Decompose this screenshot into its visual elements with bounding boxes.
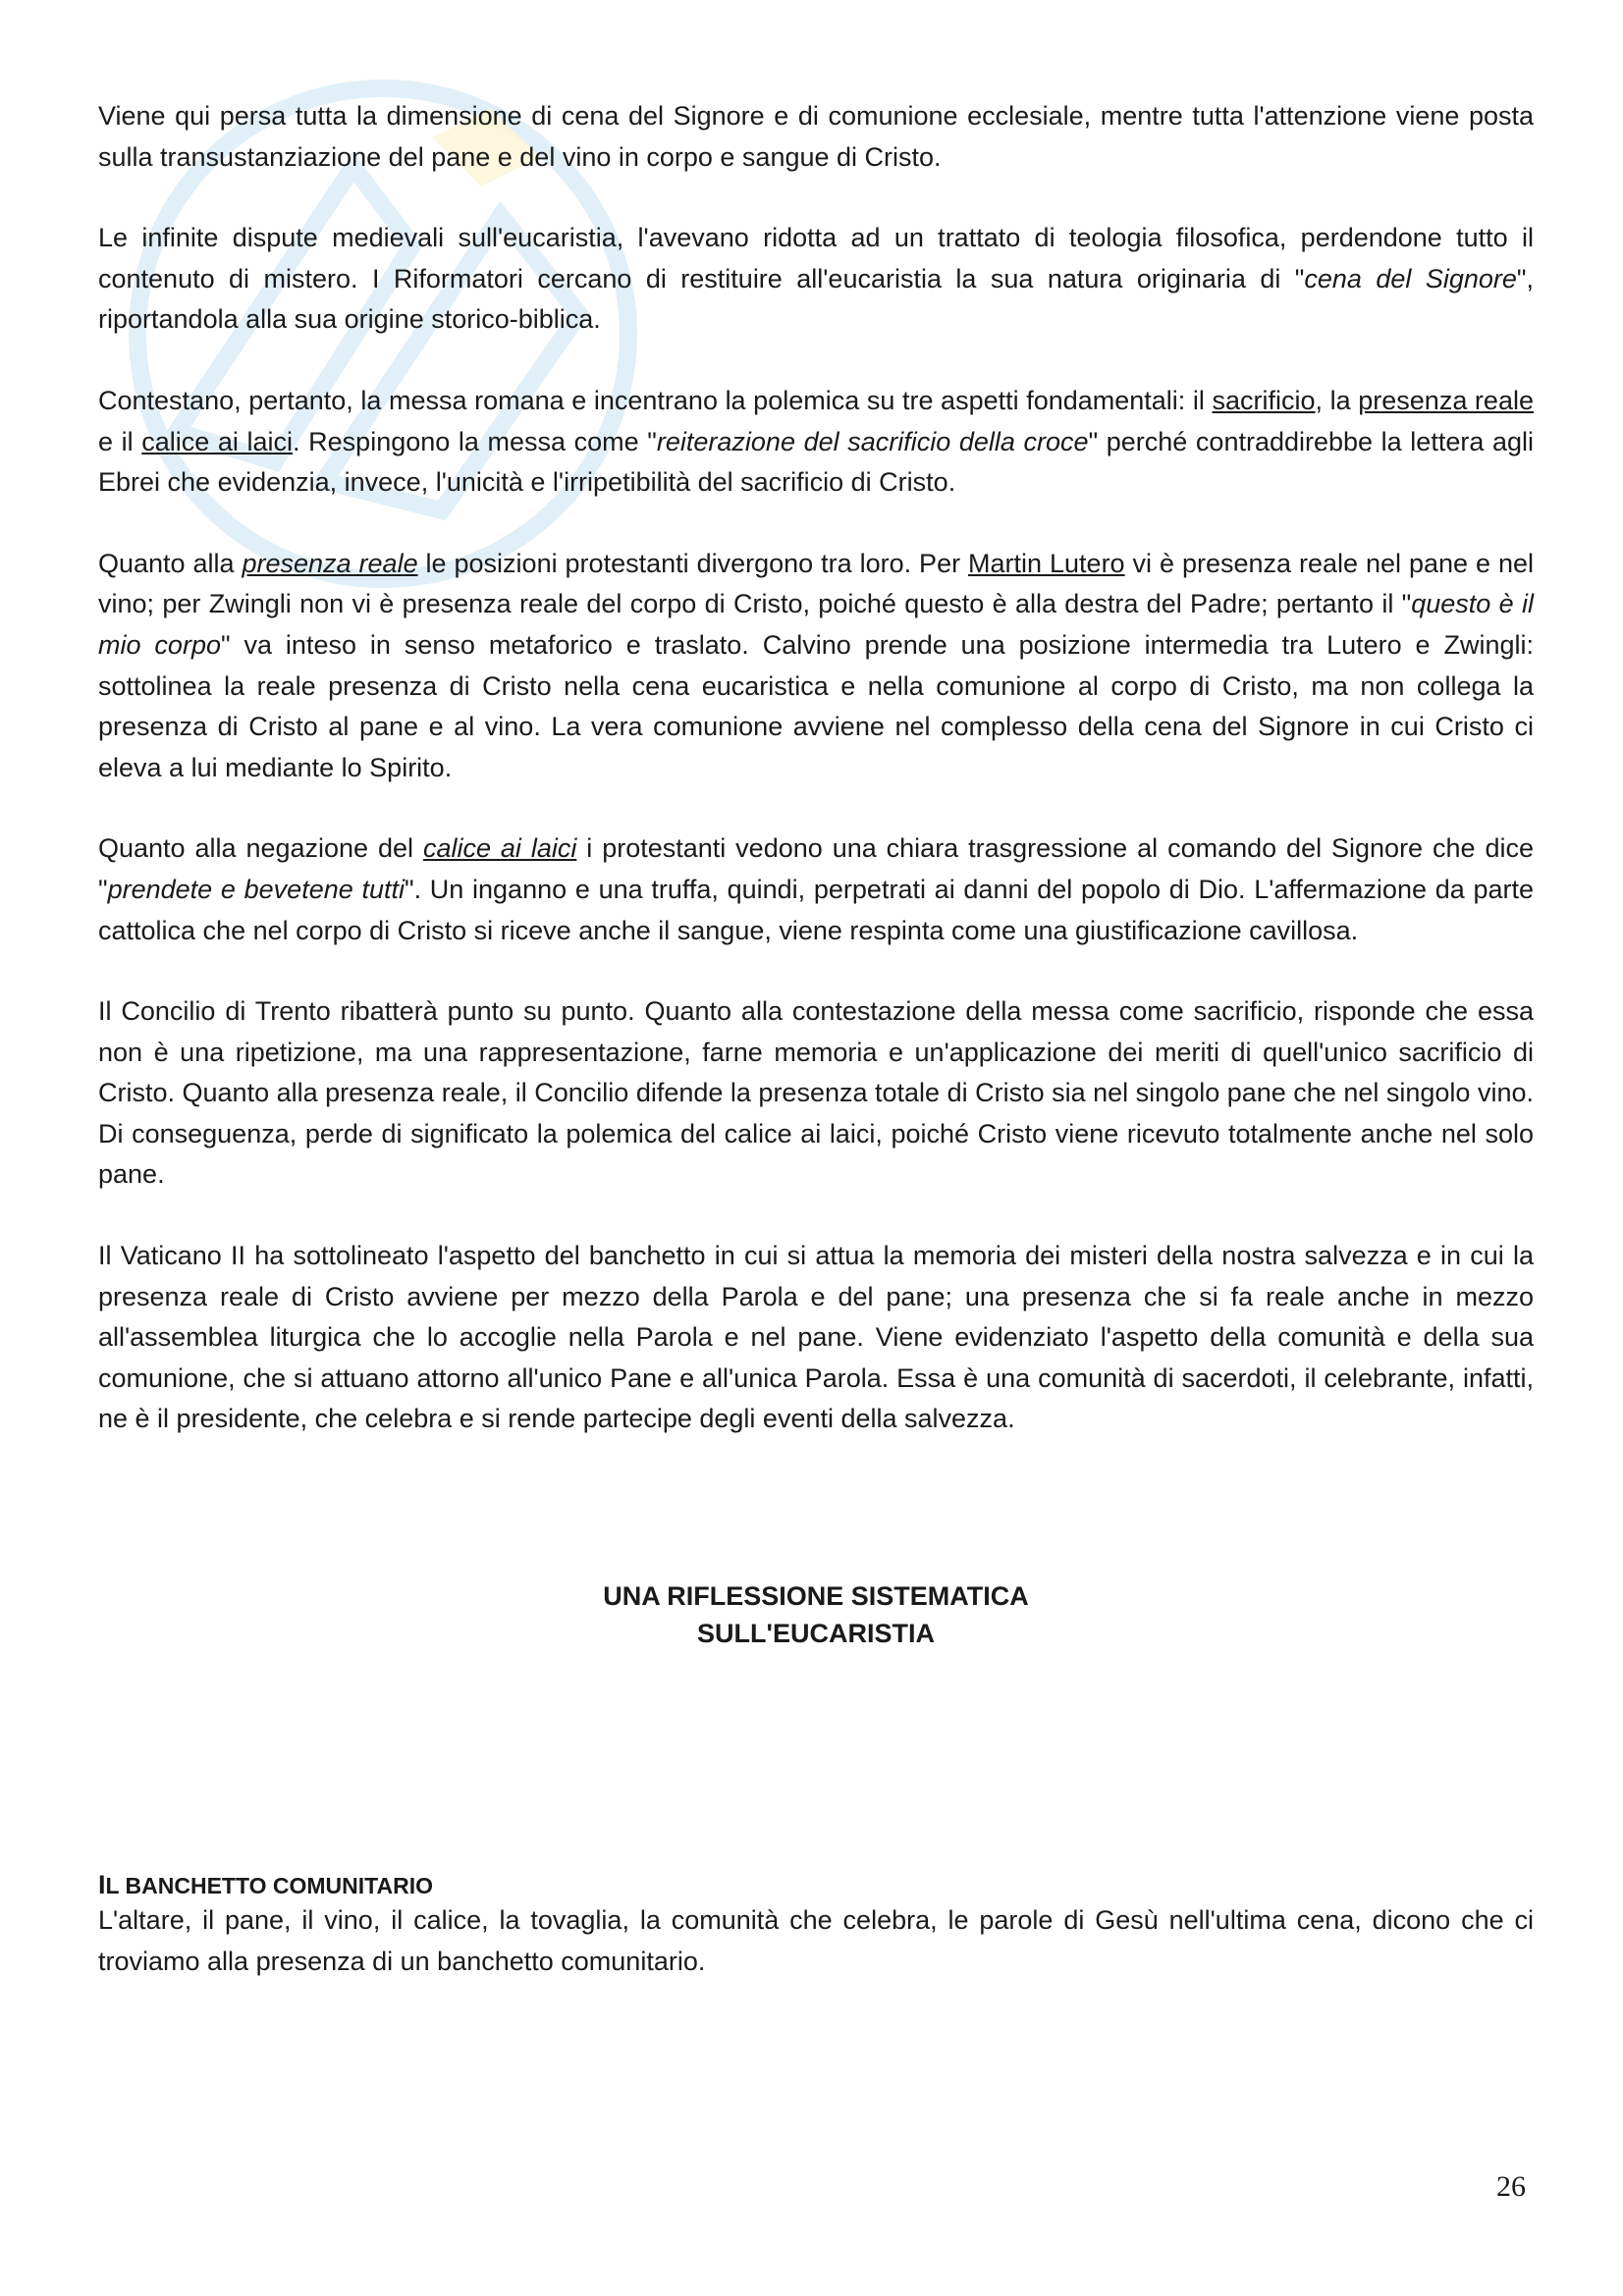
text-run: " perché contraddirebbe la lettera agli Ebrei che evidenzia, invece, l'unicità e l'irripetibilità del sacrificio di Cristo.	[98, 426, 1534, 498]
text-run: Il Vaticano II ha sottolineato l'aspetto del banchetto in cui si attua la memoria dei misteri della nostra salvezza e in cui la presenza reale di Cristo avviene per mezzo della Parola e del pane; una presenza che si fa reale anche in mezzo all'assemblea liturgica che lo accoglie nella Parola e nel pane. Viene evidenziato l'aspetto della comunità e della sua comunione, che si attuano attorno all'unico Pane e all'unica Parola. Essa è una comunità di sacerdoti, il celebrante, infatti, ne è il presidente, che celebra e si rende partecipe degli eventi della salvezza.	[98, 1241, 1534, 1434]
paragraph-list	[98, 96, 1534, 1440]
text-run: Martin Lutero	[968, 548, 1125, 578]
body-paragraph	[98, 381, 1534, 504]
text-run: presenza reale	[242, 548, 418, 578]
text-run: calice ai laici	[422, 833, 577, 864]
text-run: calice ai laici	[141, 426, 294, 456]
text-run: prendete e bevetene tutti	[107, 874, 405, 904]
page-number: 26	[1496, 2170, 1526, 2203]
text-run: Contestano, pertanto, la messa romana e incentrano la polemica su tre aspetti fondamentali: il	[98, 385, 1213, 415]
text-run: cena del Signore	[1304, 263, 1517, 294]
text-run: ". Un inganno e una truffa, quindi, perpetrati ai danni del popolo di Dio. L'affermazione da parte cattolica che nel corpo di Cristo si riceve anche il sangue, viene respinta come una giustificazione cavillosa.	[98, 874, 1534, 945]
text-run: le posizioni protestanti divergono tra loro. Per	[417, 548, 969, 578]
text-run: Quanto alla negazione del	[98, 833, 423, 864]
body-paragraph	[98, 96, 1534, 178]
text-run: vi è presenza reale nel pane e nel vino; per Zwingli non vi è presenza reale del corpo di Cristo, poiché questo è alla destra del Padre; pertanto il "	[98, 548, 1535, 619]
subsection-heading-rest: L BANCHETTO COMUNITARIO	[105, 1873, 434, 1899]
text-run: presenza reale	[1358, 385, 1534, 415]
text-run: questo è il mio corpo	[98, 589, 1534, 660]
text-run: " va inteso in senso metaforico e traslato. Calvino prende una posizione intermedia tra Lutero e Zwingli: sottolinea la reale presenza di Cristo nella cena eucaristica e nella comunione al corpo di Cristo, ma non collega la presenza di Cristo al pane e al vino. La vera comunione avviene nel complesso della cena del Signore in cui Cristo ci eleva a lui mediante lo Spirito.	[98, 629, 1535, 782]
closing-paragraph: L'altare, il pane, il vino, il calice, la tovaglia, la comunità che celebra, le parole di Gesù nell'ultima cena, dicono che ci troviamo alla presenza di un banchetto comunitario.	[98, 1905, 1534, 1976]
section-title	[98, 1577, 1534, 1652]
section-title-line2: SULL'EUCARISTIA	[697, 1619, 935, 1649]
text-run: Le infinite dispute medievali sull'eucaristia, l'avevano ridotta ad un trattato di teologia filosofica, perdendone tutto il contenuto di mistero. I Riformatori cercano di restituire all'eucaristia la sua natura originaria di "	[98, 223, 1534, 294]
text-run: Quanto alla	[98, 548, 243, 578]
section-title-line1: UNA RIFLESSIONE SISTEMATICA	[603, 1581, 1029, 1612]
text-run: . Respingono la messa come "	[293, 426, 657, 456]
text-run: reiterazione del sacrificio della croce	[656, 426, 1089, 456]
body-paragraph	[98, 544, 1534, 789]
text-run: Viene qui persa tutta la dimensione di cena del Signore e di comunione ecclesiale, mentre tutta l'attenzione viene posta sulla transustanziazione del pane e del vino in corpo e sangue di Cristo.	[98, 101, 1534, 172]
subsection-heading	[98, 1870, 1534, 1900]
text-run: e il	[98, 426, 142, 456]
subsection-heading-initial: I	[98, 1870, 106, 1900]
text-run: sacrificio	[1212, 385, 1316, 415]
body-paragraph	[98, 991, 1534, 1196]
body-paragraph	[98, 218, 1534, 341]
text-run: i protestanti vedono una chiara trasgressione al comando del Signore che dice "	[98, 833, 1534, 904]
text-run: Il Concilio di Trento ribatterà punto su punto. Quanto alla contestazione della messa come sacrificio, risponde che essa non è una ripetizione, ma una rappresentazione, farne memoria e un'applicazione dei meriti di quell'unico sacrificio di Cristo. Quanto alla presenza reale, il Concilio difende la presenza totale di Cristo sia nel singolo pane che nel singolo vino. Di conseguenza, perde di significato la polemica del calice ai laici, poiché Cristo viene ricevuto totalmente anche nel solo pane.	[98, 996, 1534, 1190]
text-run: ", riportandola alla sua origine storico-biblica.	[98, 263, 1534, 335]
body-paragraph	[98, 828, 1534, 951]
body-paragraph	[98, 1236, 1534, 1440]
document-body	[98, 96, 1534, 2022]
text-run: , la	[1315, 385, 1359, 415]
